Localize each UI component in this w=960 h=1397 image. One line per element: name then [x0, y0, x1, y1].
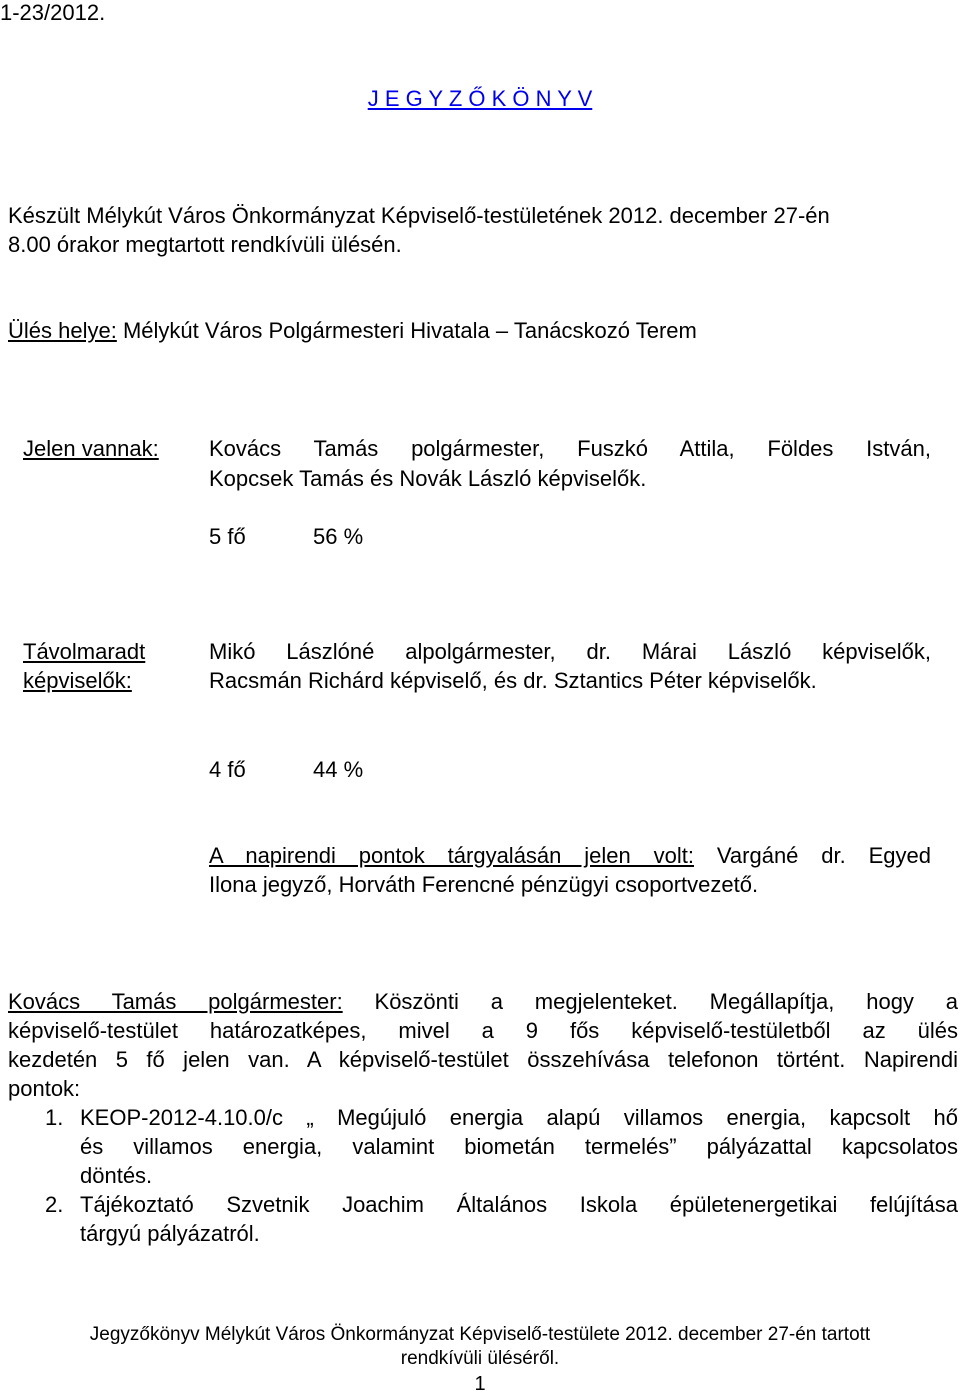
absent-percent: 44 % — [313, 757, 364, 782]
mayor-text: Köszönti a megjelenteket. Megállapítja, hogy a — [374, 989, 958, 1014]
absent-label-line-2: képviselők: — [23, 668, 132, 693]
mayor-line-4: pontok: — [8, 1076, 81, 1101]
present-label: Jelen vannak: — [23, 436, 159, 461]
document-reference: 1-23/2012. — [0, 0, 106, 25]
intro-line-2: 8.00 órakor megtartott rendkívüli ülésén. — [8, 232, 402, 257]
venue-row — [8, 316, 697, 345]
agenda-present-line-2: Ilona jegyző, Horváth Ferencné pénzügyi csoportvezető. — [209, 872, 759, 897]
agenda-item-1-line-1: KEOP-2012-4.10.0/c „ Megújuló energia alapú villamos energia, kapcsolt hő — [80, 1105, 958, 1130]
venue-label: Ülés helye: — [8, 318, 117, 343]
absent-label-line-1: Távolmaradt — [23, 639, 146, 664]
footer-line-2: rendkívüli üléséről. — [400, 1348, 560, 1369]
agenda-present-line-1 — [209, 841, 931, 870]
mayor-line-1 — [8, 987, 958, 1016]
footer-line-1: Jegyzőkönyv Mélykút Város Önkormányzat Képviselő-testülete 2012. december 27-én tartott — [89, 1324, 871, 1345]
absent-count: 4 fő — [209, 757, 246, 782]
mayor-line-2: képviselő-testület határozatképes, mivel a 9 fős képviselő-testületből az ülés — [8, 1018, 958, 1043]
agenda-item-2-number: 2. — [45, 1192, 64, 1217]
agenda-present-names: Vargáné dr. Egyed — [716, 843, 932, 868]
agenda-item-1-number: 1. — [45, 1105, 64, 1130]
venue-value: Mélykút Város Polgármesteri Hivatala – Tanácskozó Terem — [122, 318, 697, 343]
mayor-line-3: kezdetén 5 fő jelen van. A képviselő-testület összehívása telefonon történt. Napirendi — [8, 1047, 958, 1072]
present-line-2: Kopcsek Tamás és Novák László képviselők. — [209, 466, 647, 491]
absent-line-1: Mikó Lászlóné alpolgármester, dr. Márai László képviselők, — [209, 639, 931, 664]
present-percent: 56 % — [313, 524, 364, 549]
agenda-item-2-line-1: Tájékoztató Szvetnik Joachim Általános Iskola épületenergetikai felújítása — [80, 1192, 958, 1217]
page-number: 1 — [474, 1373, 486, 1395]
document-title: J E G Y Z Ő K Ö N Y V — [367, 86, 593, 111]
absent-line-2: Racsmán Richárd képviselő, és dr. Sztantics Péter képviselők. — [209, 668, 817, 693]
agenda-present-label: A napirendi pontok tárgyalásán jelen volt: — [209, 843, 694, 868]
agenda-item-1-line-3: döntés. — [80, 1163, 153, 1188]
mayor-label: Kovács Tamás polgármester: — [8, 989, 343, 1014]
agenda-item-2-line-2: tárgyú pályázatról. — [80, 1221, 260, 1246]
present-count: 5 fő — [209, 524, 246, 549]
intro-line-1: Készült Mélykút Város Önkormányzat Képviselő-testületének 2012. december 27-én — [8, 203, 830, 228]
agenda-item-1-line-2: és villamos energia, valamint biometán termelés” pályázattal kapcsolatos — [80, 1134, 958, 1159]
present-line-1: Kovács Tamás polgármester, Fuszkó Attila, Földes István, — [209, 436, 931, 461]
